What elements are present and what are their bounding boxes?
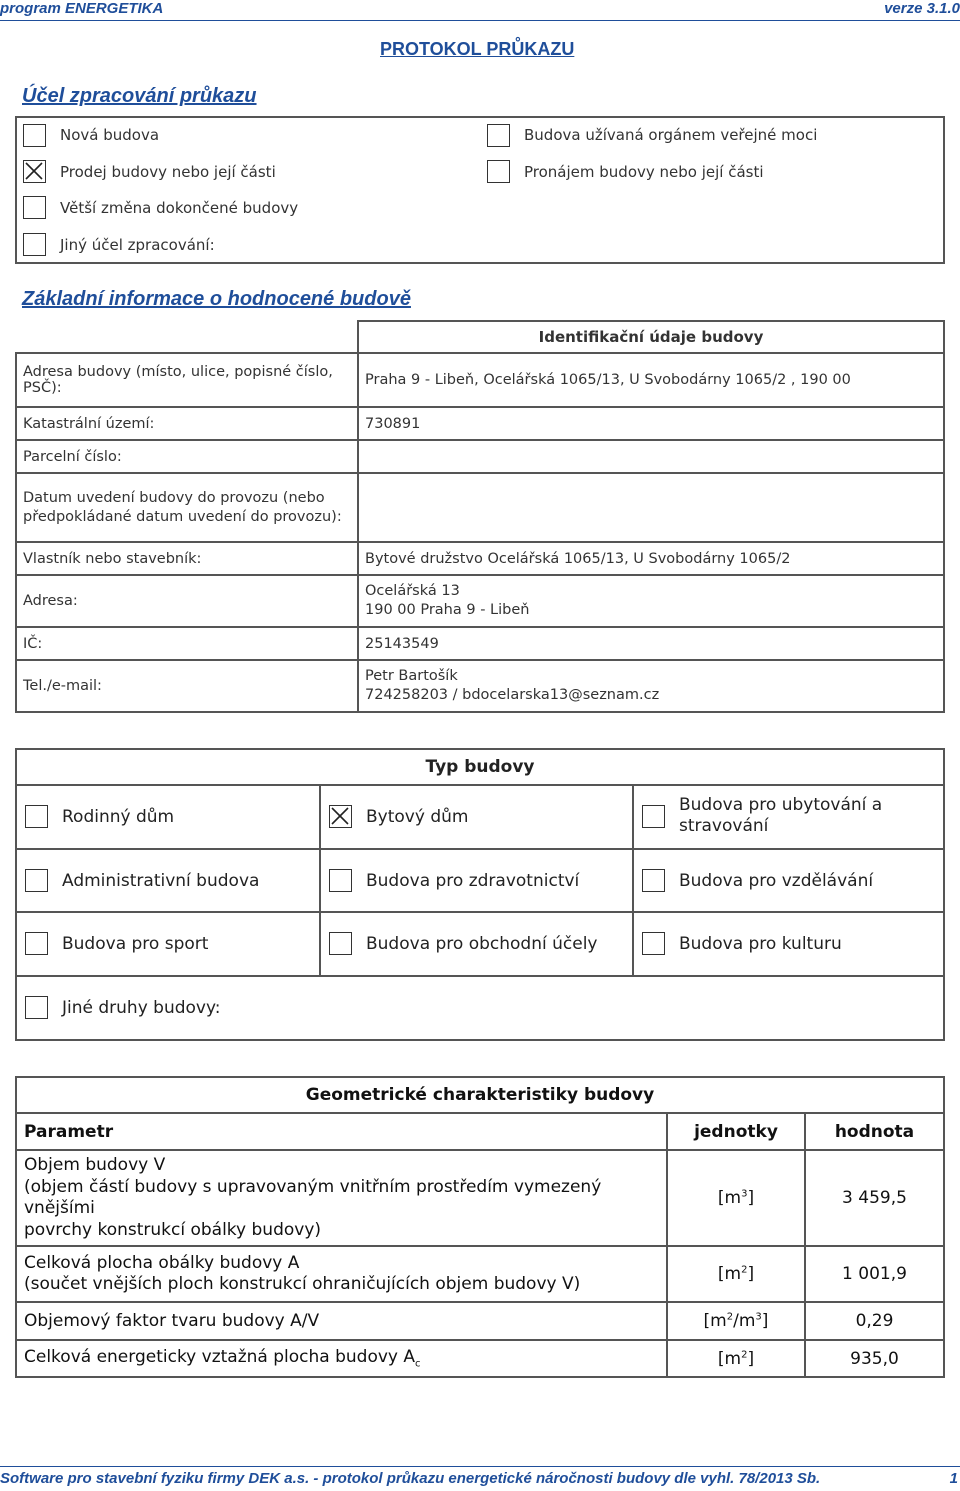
- building-type-label: Jiné druhy budovy:: [62, 998, 221, 1018]
- owner-address-label: Adresa:: [16, 575, 358, 627]
- building-type-label: Budova pro kulturu: [679, 934, 842, 954]
- footer-rule: [0, 1466, 960, 1467]
- building-type-label: Administrativní budova: [62, 871, 260, 891]
- checkbox-healthcare[interactable]: [329, 869, 352, 892]
- checkbox-family-house[interactable]: [25, 805, 48, 828]
- building-type-cell: [16, 912, 320, 976]
- footer-text: Software pro stavební fyziku firmy DEK a.s. - protokol průkazu energetické náročnosti budovy dle vyhl. 78/2013 Sb.: [0, 1470, 821, 1487]
- cadastral-label: Katastrální území:: [16, 407, 358, 440]
- purpose-label: Nová budova: [60, 126, 160, 144]
- geometry-row: [16, 1246, 944, 1302]
- purpose-title: Účel zpracování průkazu: [22, 85, 257, 107]
- building-type-cell: [320, 912, 633, 976]
- purpose-label: Větší změna dokončené budovy: [60, 199, 299, 217]
- owner-address-value: [358, 575, 944, 627]
- parameter-line: Celková plocha obálky budovy A: [24, 1252, 300, 1273]
- value-cell: 935,0: [805, 1340, 944, 1377]
- program-version: verze 3.1.0: [884, 0, 960, 17]
- check-cross-icon: [24, 161, 44, 181]
- building-type-cell: [320, 849, 633, 912]
- checkbox-administrative[interactable]: [25, 869, 48, 892]
- cadastral-value: 730891: [358, 407, 944, 440]
- date-value: [358, 473, 944, 542]
- building-type-table: [15, 748, 945, 1041]
- parameter-line: Objem budovy V: [24, 1155, 166, 1175]
- building-type-cell: [16, 849, 320, 912]
- ic-value: 25143549: [358, 627, 944, 660]
- contact-phone-email: 724258203 / bdocelarska13@seznam.cz: [365, 687, 660, 703]
- checkbox-accommodation[interactable]: [642, 805, 665, 828]
- building-type-label: Budova pro obchodní účely: [366, 934, 598, 954]
- unit-cell: $[m^2]$: [667, 1340, 805, 1377]
- checkbox-other-building[interactable]: [25, 996, 48, 1019]
- tel-label: Tel./e-mail:: [16, 660, 358, 712]
- purpose-label: Budova užívaná orgánem veřejné moci: [524, 126, 818, 144]
- contact-name: Petr Bartošík: [365, 668, 458, 684]
- purpose-label: Prodej budovy nebo její části: [60, 163, 276, 181]
- parameter-line: (objem částí budovy s upravovaným vnitřním prostředím vymezený vnějšími: [24, 1176, 602, 1218]
- page-number: 1: [949, 1470, 958, 1487]
- checkbox-sport[interactable]: [25, 932, 48, 955]
- building-type-row: [16, 785, 944, 849]
- program-name: program ENERGETIKA: [0, 0, 164, 17]
- tel-value: [358, 660, 944, 712]
- owner-address-line: Ocelářská 13: [365, 583, 460, 599]
- basic-info-title: Základní informace o hodnocené budově: [22, 288, 411, 310]
- unit-cell: $[m^3]$: [667, 1150, 805, 1246]
- building-type-cell: [633, 785, 944, 849]
- header-rule: [0, 20, 960, 21]
- header-value: hodnota: [805, 1113, 944, 1150]
- date-label: Datum uvedení budovy do provozu (nebo předpokládané datum uvedení do provozu):: [16, 473, 358, 542]
- building-type-row: [16, 976, 944, 1040]
- id-header: Identifikační údaje budovy: [358, 321, 944, 353]
- check-cross-icon: [330, 806, 350, 826]
- building-type-cell: [16, 785, 320, 849]
- checkbox-other-purpose[interactable]: [23, 233, 46, 256]
- geometry-title: Geometrické charakteristiky budovy: [16, 1077, 944, 1113]
- checkbox-new-building[interactable]: [23, 124, 46, 147]
- building-type-label: Budova pro ubytování a stravování: [679, 795, 883, 836]
- checkbox-culture[interactable]: [642, 932, 665, 955]
- parameter-cell: [16, 1246, 667, 1302]
- building-type-row: [16, 849, 944, 912]
- checkbox-sale[interactable]: [23, 160, 46, 183]
- building-type-label: Bytový dům: [366, 807, 469, 827]
- value-cell: 1 001,9: [805, 1246, 944, 1302]
- address-label: Adresa budovy (místo, ulice, popisné číslo, PSČ):: [16, 353, 358, 407]
- purpose-label: Pronájem budovy nebo její části: [524, 163, 764, 181]
- value-cell: 0,29: [805, 1302, 944, 1340]
- address-value: Praha 9 - Libeň, Ocelářská 1065/13, U Svobodárny 1065/2 , 190 00: [358, 353, 944, 407]
- building-type-label: Budova pro vzdělávání: [679, 871, 874, 891]
- parcel-value: [358, 440, 944, 473]
- owner-address-line: 190 00 Praha 9 - Libeň: [365, 602, 530, 618]
- parameter-line: povrchy konstrukcí obálky budovy): [24, 1219, 322, 1240]
- building-type-cell: [633, 912, 944, 976]
- checkbox-rent[interactable]: [487, 160, 510, 183]
- owner-value: Bytové družstvo Ocelářská 1065/13, U Svobodárny 1065/2: [358, 542, 944, 575]
- parameter-cell: Objemový faktor tvaru budovy A/V: [16, 1302, 667, 1340]
- unit-cell: $[m^2/m^3]$: [667, 1302, 805, 1340]
- parameter-cell: Celková energeticky vztažná plocha budovy $A_c$: [16, 1340, 667, 1377]
- parameter-cell: [16, 1150, 667, 1246]
- building-type-label: Budova pro sport: [62, 934, 209, 954]
- building-type-row: [16, 912, 944, 976]
- owner-label: Vlastník nebo stavebník:: [16, 542, 358, 575]
- header-unit: jednotky: [667, 1113, 805, 1150]
- purpose-label: Jiný účel zpracování:: [60, 236, 215, 254]
- protocol-title: PROTOKOL PRŮKAZU: [380, 39, 575, 59]
- header-parameter: Parametr: [16, 1113, 667, 1150]
- parameter-line: (součet vnějších ploch konstrukcí ohraničujících objem budovy V): [24, 1274, 581, 1294]
- building-type-cell: [633, 849, 944, 912]
- geometry-row: [16, 1340, 944, 1377]
- building-type-label: Rodinný dům: [62, 807, 175, 827]
- checkbox-major-change[interactable]: [23, 196, 46, 219]
- building-type-title: Typ budovy: [16, 749, 944, 785]
- geometry-row: [16, 1302, 944, 1340]
- building-type-cell: [320, 785, 633, 849]
- ic-label: IČ:: [16, 627, 358, 660]
- geometry-table: [15, 1076, 945, 1378]
- building-type-label: Budova pro zdravotnictví: [366, 871, 580, 891]
- checkbox-commercial[interactable]: [329, 932, 352, 955]
- checkbox-public-authority[interactable]: [487, 124, 510, 147]
- geometry-row: [16, 1150, 944, 1246]
- checkbox-apartment-building[interactable]: [329, 805, 352, 828]
- identification-table: [15, 320, 945, 713]
- unit-cell: $[m^2]$: [667, 1246, 805, 1302]
- checkbox-education[interactable]: [642, 869, 665, 892]
- parcel-label: Parcelní číslo:: [16, 440, 358, 473]
- value-cell: 3 459,5: [805, 1150, 944, 1246]
- building-type-cell: [16, 976, 944, 1040]
